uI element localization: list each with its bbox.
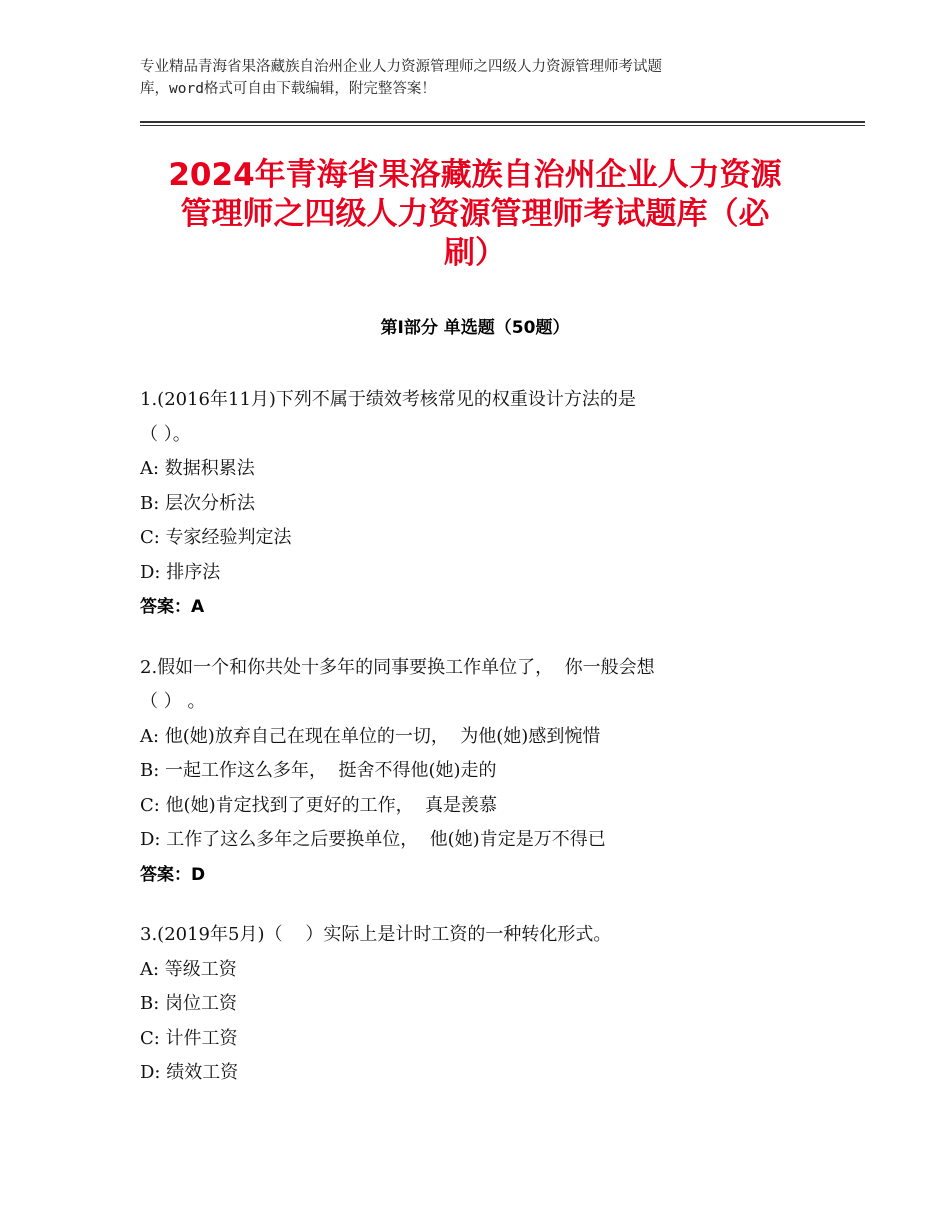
question-list	[140, 383, 840, 1117]
option-a: A: 他(她)放弃自己在现在单位的一切， 为他(她)感到惋惜	[140, 725, 601, 747]
header-note	[140, 56, 830, 100]
option-c: C: 他(她)肯定找到了更好的工作， 真是羡慕	[140, 794, 498, 816]
option-a: A: 数据积累法	[140, 458, 255, 479]
question-stem-line: 1.(2016年11月)下列不属于绩效考核常见的权重设计方法的是	[140, 389, 636, 410]
header-rule-thin	[140, 125, 865, 126]
option-c: C: 计件工资	[140, 1027, 238, 1049]
question-stem-line: 3.(2019年5月)（ ）实际上是计时工资的一种转化形式。	[140, 924, 612, 945]
option-d: D: 工作了这么多年之后要换单位， 他(她)肯定是万不得已	[140, 829, 606, 850]
question-3	[140, 918, 840, 1091]
question-stem-line: 2.假如一个和你共处十多年的同事要换工作单位了， 你一般会想	[140, 656, 655, 678]
header-note-line-1: 专业精品青海省果洛藏族自治州企业人力资源管理师之四级人力资源管理师考试题	[140, 59, 662, 75]
option-c: C: 专家经验判定法	[140, 527, 292, 548]
answer-label: 答案：A	[140, 597, 205, 617]
question-stem-line: （ ） 。	[140, 691, 206, 712]
section-heading: 第Ⅰ部分 单选题（50题）	[380, 318, 570, 338]
option-d: D: 绩效工资	[140, 1062, 239, 1083]
title-line-2: 管理师之四级人力资源管理师考试题库（必	[180, 196, 770, 232]
question-1	[140, 383, 840, 625]
header-rule-thick	[140, 121, 865, 123]
title-line-3: 刷）	[444, 235, 506, 271]
option-b: B: 岗位工资	[140, 993, 238, 1014]
question-stem-line: （ ）。	[140, 423, 191, 445]
option-b: B: 层次分析法	[140, 492, 256, 514]
option-d: D: 排序法	[140, 561, 221, 583]
document-title	[140, 156, 810, 273]
option-b: B: 一起工作这么多年， 挺舍不得他(她)走的	[140, 760, 497, 781]
answer-label: 答案：D	[140, 864, 206, 885]
header-note-line-2: 库，word格式可自由下载编辑，附完整答案！	[140, 81, 436, 97]
title-line-1: 2024年青海省果洛藏族自治州企业人力资源	[168, 157, 782, 193]
question-2	[140, 651, 840, 893]
option-a: A: 等级工资	[140, 958, 237, 980]
